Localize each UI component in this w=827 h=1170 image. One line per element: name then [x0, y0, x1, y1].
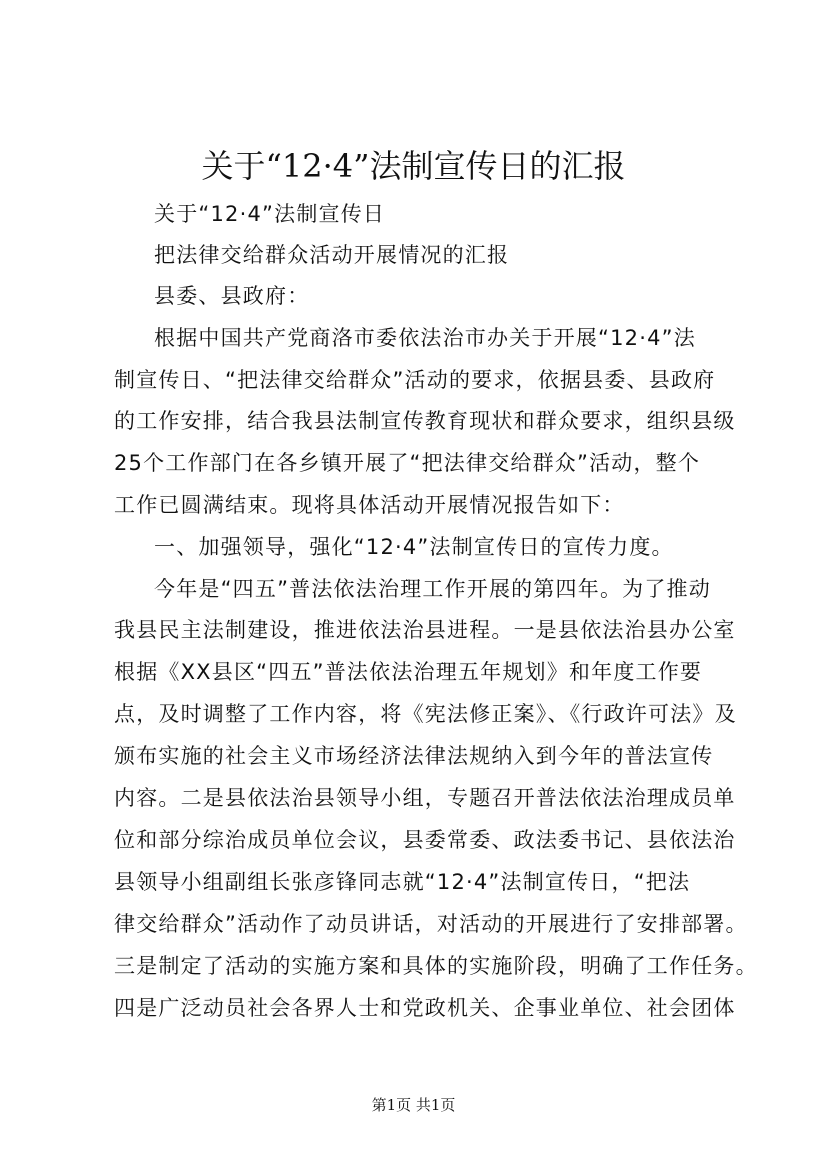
paragraph-line: 三是制定了活动的实施方案和具体的实施阶段，明确了工作任务。 [114, 954, 758, 978]
subtitle-line-2: 把法律交给群众活动开展情况的汇报 [154, 243, 510, 267]
paragraph-line: 颁布实施的社会主义市场经济法律法规纳入到今年的普法宣传 [114, 744, 714, 768]
document-title: 关于“12·4”法制宣传日的汇报 [201, 147, 626, 185]
section-heading: 一、加强领导，强化“12·4”法制宣传日的宣传力度。 [154, 535, 674, 559]
paragraph-line: 县领导小组副组长张彦锋同志就“12·4”法制宣传日，“把法 [114, 870, 691, 894]
subtitle-line-1: 关于“12·4”法制宣传日 [154, 202, 386, 226]
paragraph-line: 律交给群众”活动作了动员讲话，对活动的开展进行了安排部署。 [114, 912, 748, 936]
page-footer: 第1页 共1页 [371, 1096, 456, 1114]
paragraph-line: 的工作安排，结合我县法制宣传教育现状和群众要求，组织县级 [114, 409, 736, 433]
paragraph-line: 内容。二是县依法治县领导小组，专题召开普法依法治理成员单 [114, 786, 736, 810]
salutation: 县委、县政府： [154, 284, 310, 308]
paragraph-line: 制宣传日、“把法律交给群众”活动的要求，依据县委、县政府 [114, 368, 716, 392]
paragraph-line: 根据《XX县区“四五”普法依法治理五年规划》和年度工作要 [114, 660, 703, 684]
paragraph-line: 根据中国共产党商洛市委依法治市办关于开展“12·4”法 [154, 326, 696, 350]
paragraph-line: 今年是“四五”普法依法治理工作开展的第四年。为了推动 [154, 577, 711, 601]
paragraph-line: 位和部分综治成员单位会议，县委常委、政法委书记、县依法治 [114, 828, 736, 852]
paragraph-line: 点，及时调整了工作内容，将《宪法修正案》、《行政许可法》及 [114, 702, 737, 726]
paragraph-line: 我县民主法制建设，推进依法治县进程。一是县依法治县办公室 [114, 618, 736, 642]
paragraph-line: 25个工作部门在各乡镇开展了“把法律交给群众”活动，整个 [114, 451, 701, 475]
paragraph-line: 工作已圆满结束。现将具体活动开展情况报告如下： [114, 493, 625, 517]
paragraph-line: 四是广泛动员社会各界人士和党政机关、企事业单位、社会团体 [114, 996, 736, 1020]
